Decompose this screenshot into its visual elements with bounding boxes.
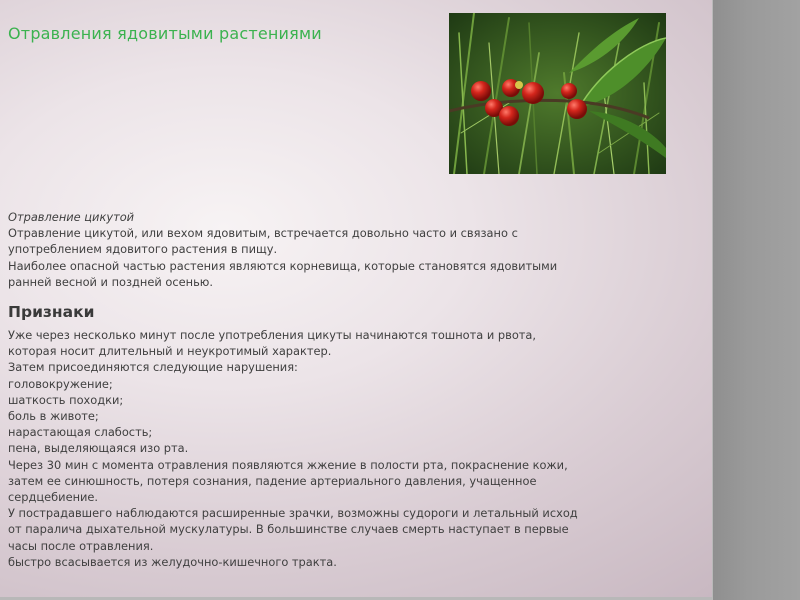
right-side-strip <box>712 0 800 600</box>
signs-text-line: Уже через несколько минут после употребления цикуты начинаются тошнота и рвота, <box>8 328 537 342</box>
section-signs <box>8 327 608 570</box>
signs-text-line: Через 30 мин с момента отравления появляются жжение в полости рта, покраснение кожи, <box>8 457 568 472</box>
section-subtitle: Отравление цикутой <box>8 210 135 224</box>
berries-photo <box>449 13 666 174</box>
section-text-line: ранней весной и поздней осенью. <box>8 274 214 289</box>
slide-title: Отравления ядовитыми растениями <box>8 24 322 43</box>
berries-photo-svg <box>449 13 666 174</box>
signs-list-item: пена, выделяющаяся изо рта. <box>8 441 189 456</box>
signs-list-item: нарастающая слабость; <box>8 425 153 440</box>
signs-text-line: затем ее синюшность, потеря сознания, падение артериального давления, учащенное <box>8 473 537 488</box>
signs-list-item: боль в животе; <box>8 409 99 424</box>
section-text-line: Отравление цикутой, или вехом ядовитым, встречается довольно часто и связано с <box>8 226 518 241</box>
signs-text-line: сердцебиение. <box>8 490 99 505</box>
signs-heading: Признаки <box>8 303 95 321</box>
section-text-line: употреблением ядовитого растения в пищу. <box>8 242 278 257</box>
section-text-line: Наиболее опасной частью растения являются корневища, которые становятся ядовитыми <box>8 258 558 273</box>
section-poisoning <box>8 209 608 290</box>
signs-list-item: шаткость походки; <box>8 392 124 407</box>
signs-text-line: быстро всасывается из желудочно-кишечного тракта. <box>8 554 337 569</box>
signs-text-line: которая носит длительный и неукротимый характер. <box>8 344 332 359</box>
signs-text-line: от паралича дыхательной мускулатуры. В большинстве случаев смерть наступает в первые <box>8 522 569 537</box>
signs-list-item: головокружение; <box>8 376 113 391</box>
signs-text-line: Затем присоединяются следующие нарушения: <box>8 360 298 375</box>
signs-text-line: часы после отравления. <box>8 538 154 553</box>
signs-text-line: У пострадавшего наблюдаются расширенные зрачки, возможны судороги и летальный исход <box>8 506 578 521</box>
